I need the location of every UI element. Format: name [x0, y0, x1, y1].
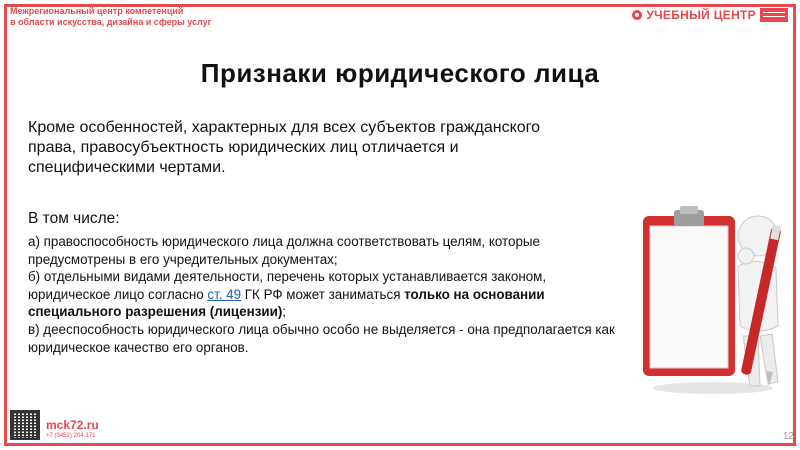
list-item-a: а) правоспособность юридического лица должна соответствовать целям, которые предусмотрены в его учредительных документах;	[28, 234, 540, 267]
intro-paragraph: Кроме особенностей, характерных для всех субъектов гражданского права, правосубъектность юридических лиц отличается и специфическими чертами.	[28, 119, 541, 176]
details-subheading: В том числе:	[28, 210, 120, 227]
list-item-b-mid: ГК РФ может заниматься	[241, 286, 405, 302]
footer	[10, 410, 99, 440]
article-49-link[interactable]: ст. 49	[207, 286, 242, 302]
details-list	[28, 209, 628, 356]
page-number: 12	[782, 431, 794, 442]
list-item-b-prefix: б) отдельными видами деятельности, перечень которых устанавливается законом, юридическое лицо согласно	[28, 269, 547, 302]
list-item-b-suffix: ;	[282, 304, 287, 320]
footer-contacts	[46, 419, 99, 440]
org-line-1: Межрегиональный центр компетенций	[10, 6, 184, 16]
clipboard-person-illustration	[638, 196, 788, 396]
list-item-b	[28, 268, 628, 321]
org-line-2: в области искусства, дизайна и сферы услуг	[10, 17, 212, 27]
list-item-c: в) дееспособность юридического лица обычно особо не выделяется - она предполагается как юридическое качество его органов.	[28, 321, 615, 355]
website-link[interactable]: mck72.ru	[46, 418, 99, 432]
slide-title: Признаки юридического лица	[200, 58, 600, 88]
qr-code-icon	[10, 410, 40, 440]
brand-name: УЧЕБНЫЙ ЦЕНТР	[646, 8, 756, 22]
brand-logo	[632, 6, 788, 24]
organization-name	[10, 6, 211, 28]
brand-logo-icon	[632, 10, 642, 20]
list-item-b-bold: только на основании специального разрешения (лицензии)	[28, 286, 545, 320]
brand-badge	[760, 8, 788, 22]
phone-number: +7 (3452) 204-171	[46, 433, 96, 439]
